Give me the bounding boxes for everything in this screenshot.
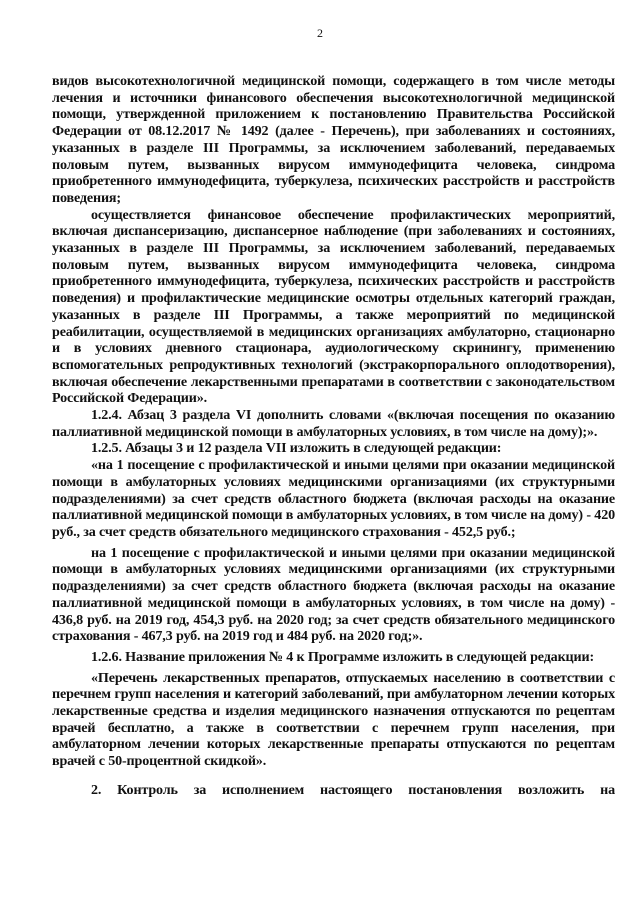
- page-number: 2: [317, 26, 323, 40]
- paragraph-continuation: видов высокотехнологичной медицинской помощи, содержащего в том числе методы лечения и источники финансового обеспечения высокотехнологичной медицинской помощи, утвержденной приложением к постановлению Правительства Российской Федерации от 08.12.2017 № 1492 (далее - Перечень), при заболеваниях и состояниях, указанных в разделе III Программы, за исключением заболеваний, передаваемых половым путем, вызванных вирусом иммунодефицита человека, синдрома приобретенного иммунодефицита, туберкулеза, психических расстройств и расстройств поведения;: [52, 73, 615, 206]
- paragraph-1-2-6: 1.2.6. Название приложения № 4 к Программе изложить в следующей редакции:: [91, 648, 595, 665]
- paragraph-1-2-5: 1.2.5. Абзацы 3 и 12 раздела VII изложить в следующей редакции:: [91, 440, 502, 457]
- paragraph-visit-cost-1: «на 1 посещение с профилактической и иными целями при оказании медицинской помощи в амбулаторных условиях медицинскими организациями (их структурными подразделениями) за счет средств областного бюджета (включая расходы на оказание паллиативной медицинской помощи в амбулаторных условиях, в том числе на дому) - 420 руб., за счет средств обязательного медицинского страхования - 452,5 руб.;: [52, 457, 615, 540]
- paragraph-financing: осуществляется финансовое обеспечение профилактических мероприятий, включая диспансеризацию, диспансерное наблюдение (при заболеваниях и состояниях, указанных в разделе III Программы, за исключением заболеваний, передаваемых половым путем, вызванных вирусом иммунодефицита человека, синдрома приобретенного иммунодефицита, туберкулеза, психических расстройств и расстройств поведения) и профилактические медицинские осмотры отдельных категорий граждан, указанных в разделе III Программы, а также мероприятий по медицинской реабилитации, осуществляемой в медицинских организациях амбулаторно, стационарно и в условиях дневного стационара, аудиологическому скринингу, применению вспомогательных репродуктивных технологий (экстракорпорального оплодотворения), включая обеспечение лекарственными препаратами в соответствии с законодательством Российской Федерации».: [52, 206, 615, 407]
- document-body: [52, 73, 615, 799]
- paragraph-1-2-4: 1.2.4. Абзац 3 раздела VI дополнить словами «(включая посещения по оказанию паллиативной медицинской помощи в амбулаторных условиях, в том числе на дому);».: [52, 407, 615, 440]
- paragraph-drug-list-title: «Перечень лекарственных препаратов, отпускаемых населению в соответствии с перечнем групп населения и категорий заболеваний, при амбулаторном лечении которых лекарственные средства и изделия медицинского назначения отпускаются по рецептам врачей бесплатно, а также в соответствии с перечнем групп населения, при амбулаторном лечении которых лекарственные препараты отпускаются по рецептам врачей с 50-процентной скидкой».: [52, 669, 615, 770]
- paragraph-2-control: 2. Контроль за исполнением настоящего постановления возложить на: [91, 781, 615, 798]
- paragraph-visit-cost-2: на 1 посещение с профилактической и иными целями при оказании медицинской помощи в амбулаторных условиях медицинскими организациями (их структурными подразделениями) за счет средств областного бюджета (включая расходы на оказание паллиативной медицинской помощи в амбулаторных условиях, в том числе на дому) - 436,8 руб. на 2019 год, 454,3 руб. на 2020 год; за счет средств обязательного медицинского страхования - 467,3 руб. на 2019 год и 484 руб. на 2020 год;».: [52, 544, 615, 645]
